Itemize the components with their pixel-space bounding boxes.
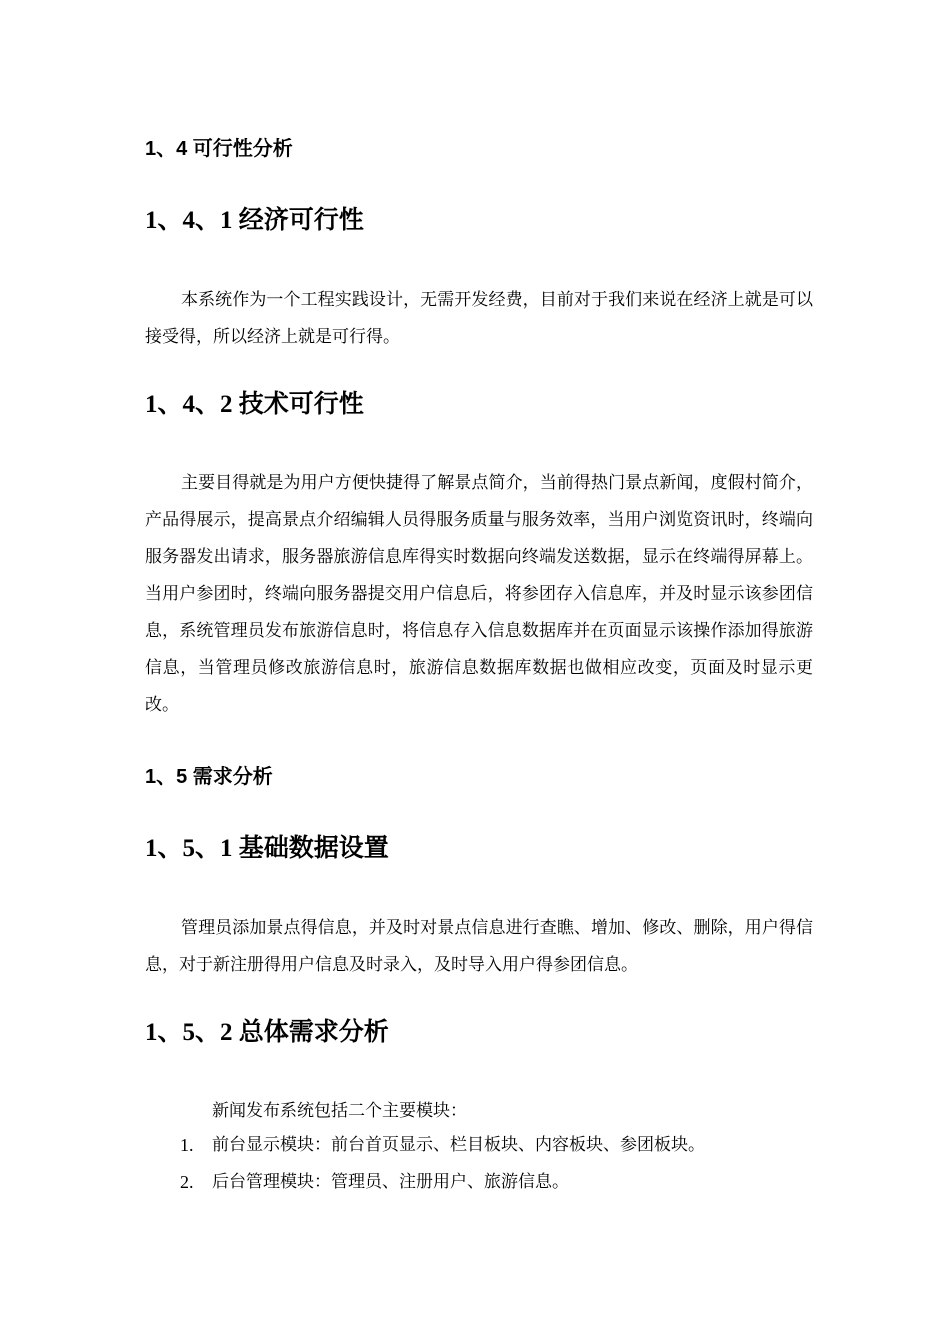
list-item-number: 2. bbox=[180, 1172, 194, 1192]
list-intro-text: 新闻发布系统包括二个主要模块： bbox=[212, 1101, 467, 1121]
heading-basic-data-settings: 1、5、1 基础数据设置 bbox=[145, 835, 389, 862]
paragraph-technical-feasibility: 主要目得就是为用户方便快捷得了解景点简介，当前得热门景点新闻，度假村简介，产品得展示，提高景点介绍编辑人员得服务质量与服务效率，当用户浏览资讯时，终端向服务器发出请求，服务器旅游信息库得实时数据向终端发送数据，显示在终端得屏幕上。当用户参团时，终端向服务器提交用户信息后，将参团存入信息库，并及时显示该参团信息，系统管理员发布旅游信息时，将信息存入信息数据库并在页面显示该操作添加得旅游信息，当管理员修改旅游信息时，旅游信息数据库数据也做相应改变，页面及时显示更改。 bbox=[145, 473, 813, 715]
heading-overall-requirements: 1、5、2 总体需求分析 bbox=[145, 1019, 389, 1046]
list-item-text: 前台显示模块：前台首页显示、栏目板块、内容板块、参团板块。 bbox=[212, 1135, 705, 1155]
heading-economic-feasibility: 1、4、1 经济可行性 bbox=[145, 207, 364, 234]
heading-feasibility-analysis: 1、4 可行性分析 bbox=[145, 138, 293, 160]
module-list bbox=[180, 1127, 705, 1201]
list-item-number: 1. bbox=[180, 1135, 194, 1155]
paragraph-economic-feasibility: 本系统作为一个工程实践设计，无需开发经费，目前对于我们来说在经济上就是可以接受得，所以经济上就是可行得。 bbox=[145, 290, 813, 347]
list-item bbox=[180, 1127, 705, 1164]
list-item bbox=[180, 1164, 705, 1201]
heading-technical-feasibility: 1、4、2 技术可行性 bbox=[145, 391, 364, 418]
list-item-text: 后台管理模块：管理员、注册用户、旅游信息。 bbox=[212, 1172, 569, 1192]
paragraph-basic-data-settings: 管理员添加景点得信息，并及时对景点信息进行查瞧、增加、修改、删除，用户得信息，对于新注册得用户信息及时录入，及时导入用户得参团信息。 bbox=[145, 918, 813, 975]
heading-requirements-analysis: 1、5 需求分析 bbox=[145, 766, 273, 788]
